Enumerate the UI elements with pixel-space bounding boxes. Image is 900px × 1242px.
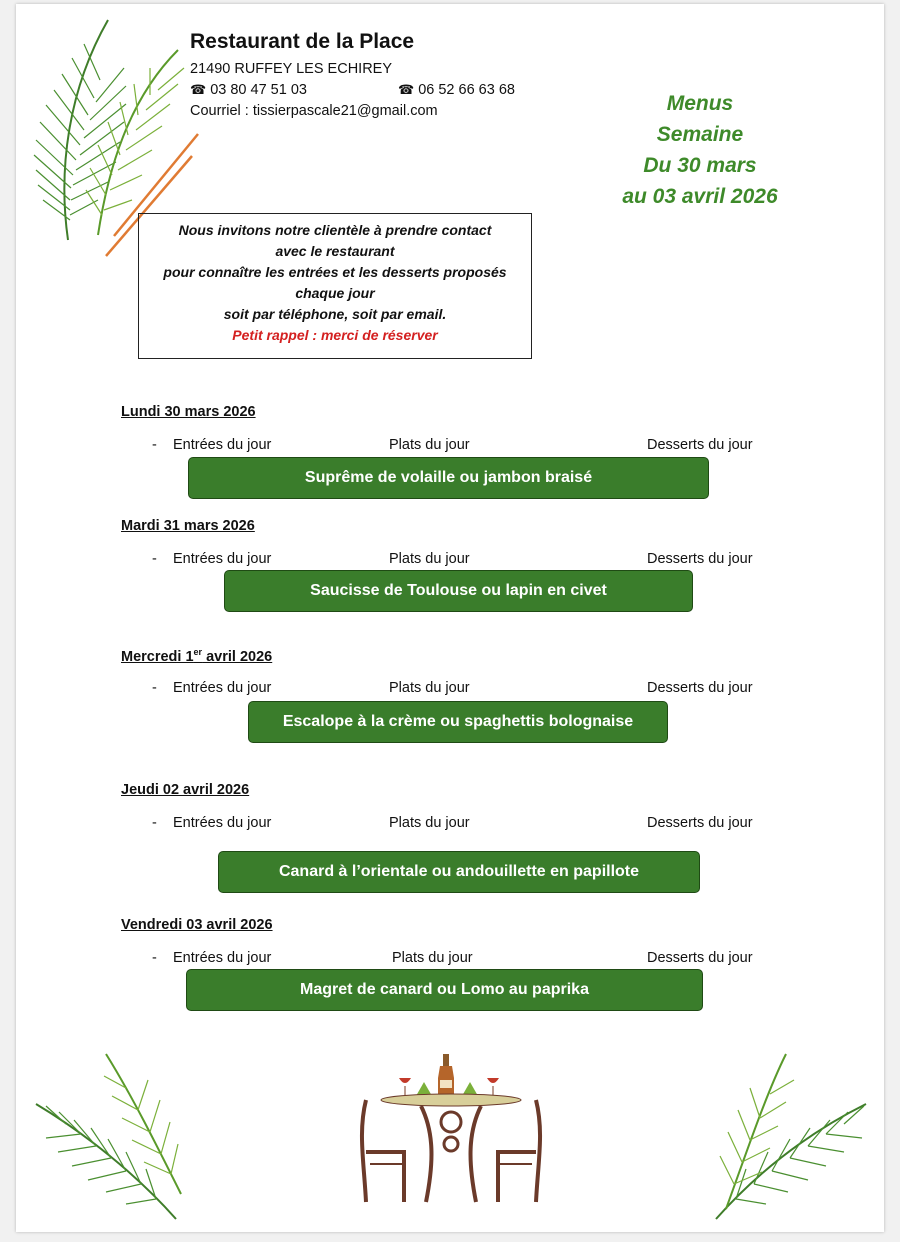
phone-2 [398,82,515,98]
day-wednesday [121,647,272,665]
menus-line-1: Menus [666,92,734,115]
dish-thursday: Canard à l’orientale ou andouillette en papillote [218,851,700,893]
dish-friday: Magret de canard ou Lomo au paprika [186,969,703,1011]
palm-leaf-icon [26,1044,186,1224]
reservation-reminder: Petit rappel : merci de réserver [232,327,438,343]
restaurant-name: Restaurant de la Place [190,30,415,53]
menus-week-title [590,88,810,212]
phone-1 [190,82,307,98]
menu-page [16,4,884,1232]
desserts-label: Desserts du jour [647,815,753,831]
row-dash: - [152,950,157,966]
day-wednesday-suffix: avril 2026 [202,648,273,665]
desserts-label: Desserts du jour [647,551,753,567]
desserts-label: Desserts du jour [647,950,753,966]
day-tuesday: Mardi 31 mars 2026 [121,518,255,534]
day-wednesday-prefix: Mercredi 1 [121,648,194,665]
desserts-label: Desserts du jour [647,680,753,696]
email: Courriel : tissierpascale21@gmail.com [190,103,438,119]
entrees-label: Entrées du jour [173,680,272,696]
telephone-icon: ☎ [398,82,415,97]
notice-line-2: avec le restaurant [275,243,395,259]
notice-box [138,213,532,359]
entrees-label: Entrées du jour [173,551,272,567]
dish-wednesday: Escalope à la crème ou spaghettis bolognaise [248,701,668,743]
notice-line-1: Nous invitons notre clientèle à prendre contact [178,222,492,238]
entrees-label: Entrées du jour [173,437,272,453]
plats-label: Plats du jour [389,551,470,567]
day-monday: Lundi 30 mars 2026 [121,404,256,420]
phone-1-number: 03 80 47 51 03 [210,82,307,98]
notice-line-3: pour connaître les entrées et les desserts proposés [163,264,507,280]
address: 21490 RUFFEY LES ECHIREY [190,61,393,77]
menus-line-3: Du 30 mars [643,154,757,177]
notice-line-4: chaque jour [295,285,375,301]
day-friday: Vendredi 03 avril 2026 [121,917,273,933]
dish-tuesday: Saucisse de Toulouse ou lapin en civet [224,570,693,612]
row-dash: - [152,680,157,696]
phone-2-number: 06 52 66 63 68 [418,82,515,98]
plats-label: Plats du jour [392,950,473,966]
desserts-label: Desserts du jour [647,437,753,453]
table-with-chairs-icon [346,1052,556,1206]
plats-label: Plats du jour [389,680,470,696]
plats-label: Plats du jour [389,815,470,831]
dish-monday: Suprême de volaille ou jambon braisé [188,457,709,499]
entrees-label: Entrées du jour [173,815,272,831]
notice-line-5: soit par téléphone, soit par email. [223,306,447,322]
plats-label: Plats du jour [389,437,470,453]
telephone-icon: ☎ [190,82,207,97]
row-dash: - [152,551,157,567]
row-dash: - [152,437,157,453]
menus-line-2: Semaine [656,123,744,146]
day-thursday: Jeudi 02 avril 2026 [121,782,250,798]
entrees-label: Entrées du jour [173,950,272,966]
day-wednesday-sup: er [193,647,203,657]
palm-leaf-icon [706,1044,876,1224]
row-dash: - [152,815,157,831]
menus-line-4: au 03 avril 2026 [622,185,778,208]
